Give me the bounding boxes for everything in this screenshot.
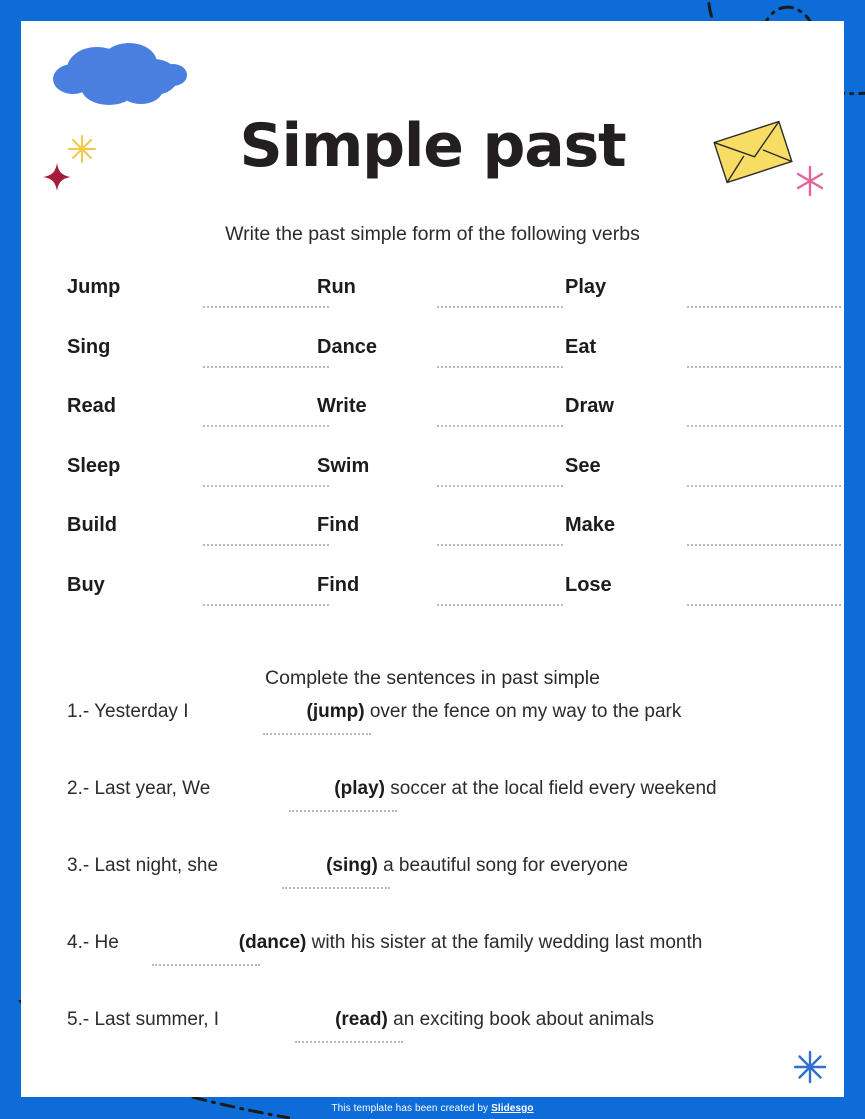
verb-cell — [317, 574, 565, 614]
verb-answer-blank[interactable] — [437, 483, 563, 487]
verb-answer-blank[interactable] — [203, 364, 329, 368]
verb-row — [67, 455, 842, 515]
verb-word: Eat — [565, 335, 597, 358]
sentence-item — [67, 1009, 844, 1086]
verb-row — [67, 336, 842, 396]
verb-word: Sleep — [67, 454, 121, 477]
verb-word: Sing — [67, 335, 111, 358]
verb-cell — [565, 395, 813, 435]
sentence-answer-blank[interactable] — [282, 885, 390, 889]
verb-word: Draw — [565, 395, 614, 417]
verb-answer-blank[interactable] — [715, 542, 841, 546]
footer-credit-text: This template has been created by — [331, 1103, 489, 1114]
verb-cell — [317, 455, 565, 495]
sentence-answer-blank[interactable] — [263, 731, 371, 735]
verb-cell — [565, 336, 813, 376]
slidesgo-link[interactable]: Slidesgo — [491, 1103, 534, 1114]
verb-cell — [67, 395, 329, 435]
verb-answer-blank[interactable] — [715, 364, 841, 368]
sentence-item — [67, 701, 844, 778]
verb-row — [67, 514, 842, 574]
sentence-number: 4.- — [67, 932, 90, 953]
verb-word: Lose — [565, 573, 612, 596]
verb-answer-blank[interactable] — [715, 304, 841, 308]
verb-cell — [813, 574, 843, 614]
sentence-answer-blank[interactable] — [289, 808, 397, 812]
verb-answer-blank[interactable] — [437, 304, 563, 308]
verb-answer-blank[interactable] — [715, 602, 841, 606]
page-title: Simple past — [239, 111, 626, 182]
verb-answer-blank[interactable] — [203, 483, 329, 487]
cloud-icon — [49, 41, 189, 109]
verb-cell — [565, 514, 813, 554]
verb-cell — [67, 514, 329, 554]
sentence-answer-blank[interactable] — [152, 962, 260, 966]
verb-answer-blank[interactable] — [437, 542, 563, 546]
verb-row — [67, 276, 842, 336]
sentence-item — [67, 855, 844, 932]
verb-answer-blank[interactable] — [203, 304, 329, 308]
sentence-verb-hint: (jump) — [306, 701, 365, 722]
verb-cell — [565, 574, 813, 614]
verb-cell — [317, 276, 565, 316]
sentence-tail-text: over the fence on my way to the park — [369, 701, 682, 722]
sentence-answer-blank[interactable] — [295, 1039, 403, 1043]
verb-cell — [813, 455, 843, 495]
verb-word: Play — [565, 276, 607, 298]
verb-answer-blank[interactable] — [437, 423, 563, 427]
verb-word: Run — [317, 276, 356, 298]
verb-cell — [317, 514, 565, 554]
sentence-lead-text: Last night, she — [94, 855, 219, 876]
verb-cell — [67, 336, 329, 376]
sentence-verb-hint: (sing) — [326, 855, 378, 876]
verb-answer-blank[interactable] — [437, 364, 563, 368]
verb-word: Jump — [67, 276, 121, 298]
sentence-lead-text: Last year, We — [94, 778, 211, 799]
sentence-verb-hint: (play) — [334, 778, 385, 799]
verb-row — [67, 574, 842, 634]
verb-cell — [813, 336, 843, 376]
verb-word: Buy — [67, 573, 105, 596]
sentence-item — [67, 932, 844, 1009]
sentence-number: 1.- — [67, 701, 90, 722]
sentence-lead-text: He — [94, 932, 119, 953]
sentence-item — [67, 778, 844, 855]
sentence-lead-text: Last summer, I — [94, 1009, 220, 1030]
verb-word: Build — [67, 514, 117, 536]
verb-word: Find — [317, 514, 360, 536]
verb-cell — [67, 574, 329, 614]
sentence-exercise-instruction: Complete the sentences in past simple — [265, 666, 600, 689]
verb-answer-blank[interactable] — [715, 423, 841, 427]
sentence-tail-text: soccer at the local field every weekend — [390, 778, 717, 799]
verb-word: Make — [565, 514, 616, 536]
verb-cell — [67, 455, 329, 495]
verb-answer-blank[interactable] — [715, 483, 841, 487]
verb-answer-blank[interactable] — [203, 542, 329, 546]
verb-answer-blank[interactable] — [203, 602, 329, 606]
sentence-verb-hint: (read) — [335, 1009, 388, 1030]
sentence-tail-text: with his sister at the family wedding last month — [311, 932, 703, 953]
verb-cell — [565, 455, 813, 495]
sentence-lead-text: Yesterday I — [94, 701, 189, 722]
verb-cell — [317, 336, 565, 376]
verb-exercise-instruction: Write the past simple form of the following verbs — [225, 222, 640, 245]
sentence-verb-hint: (dance) — [238, 932, 307, 953]
verb-cell — [813, 514, 843, 554]
verb-answer-blank[interactable] — [203, 423, 329, 427]
sentence-tail-text: a beautiful song for everyone — [383, 855, 629, 876]
verb-word: Find — [317, 573, 360, 596]
sentence-tail-text: an exciting book about animals — [393, 1009, 655, 1030]
worksheet-page — [21, 21, 844, 1097]
verb-word: Dance — [317, 335, 378, 358]
sentence-number: 5.- — [67, 1009, 90, 1030]
footer-credit — [0, 1103, 865, 1114]
verb-answer-blank[interactable] — [437, 602, 563, 606]
verb-cell — [67, 276, 329, 316]
verb-row — [67, 395, 842, 455]
verb-word: See — [565, 454, 601, 477]
sentence-exercise-list — [67, 701, 844, 1086]
sentence-number: 3.- — [67, 855, 90, 876]
verb-word: Write — [317, 395, 367, 417]
verb-word: Swim — [317, 454, 370, 477]
verb-cell — [565, 276, 813, 316]
verb-cell — [317, 395, 565, 435]
verb-exercise-grid — [67, 276, 842, 633]
verb-word: Read — [67, 395, 116, 417]
sentence-number: 2.- — [67, 778, 90, 799]
verb-cell — [813, 276, 843, 316]
verb-cell — [813, 395, 843, 435]
